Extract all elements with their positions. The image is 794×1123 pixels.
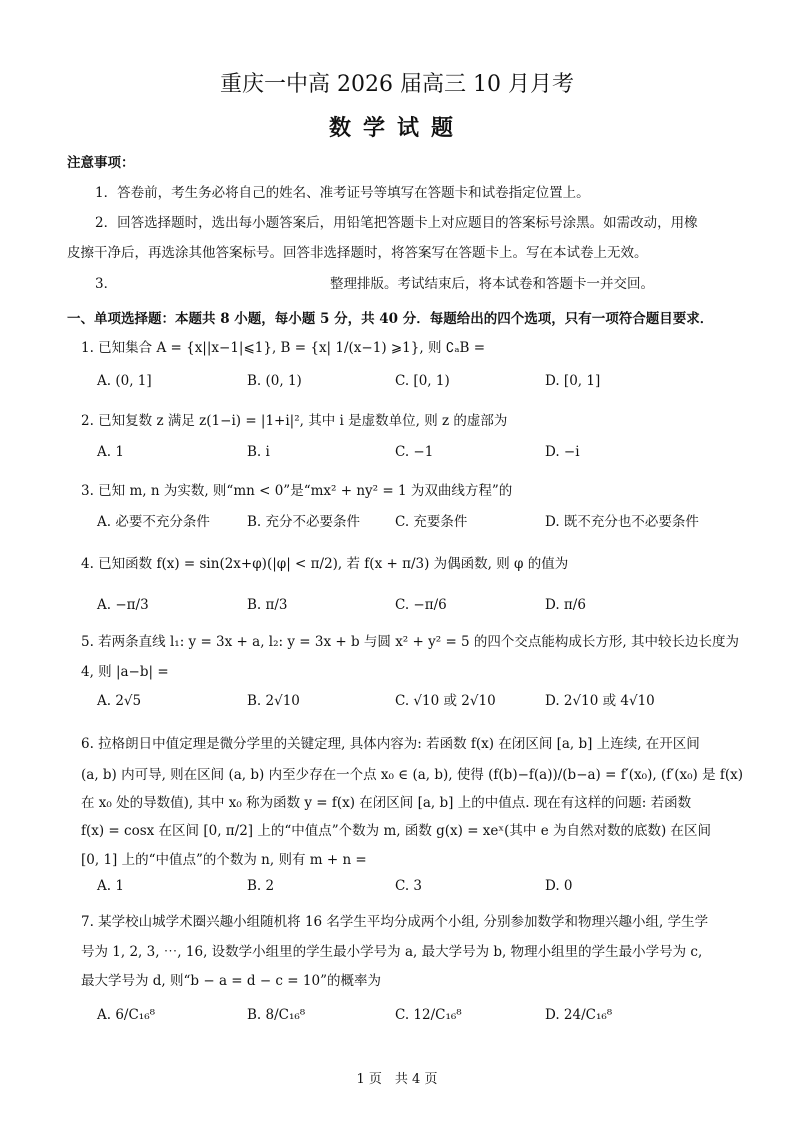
notice-item-1: 1．答卷前，考生务必将自己的姓名、准考证号等填写在答题卡和试卷指定位置上。 xyxy=(95,185,590,201)
question-5-stem-line-2: 4, 则 |a−b| = xyxy=(81,664,169,680)
question-1-option-b: B. (0, 1) xyxy=(247,373,302,389)
question-6-option-a: A. 1 xyxy=(97,878,124,894)
question-6-stem-line-4: f(x) = cosx 在区间 [0, π/2] 上的“中值点”个数为 m, 函数 g(x) = xeˣ(其中 e 为自然对数的底数) 在区间 xyxy=(81,823,712,839)
question-6-stem-line-2: (a, b) 内可导, 则在区间 (a, b) 内至少存在一个点 x₀ ∈ (a, b), 使得 (f(b)−f(a))/(b−a) = f′(x₀), (f′(x₀) 是 f(x) xyxy=(81,767,744,783)
question-7-option-a: A. 6/C₁₆⁸ xyxy=(97,1007,156,1023)
question-7-option-b: B. 8/C₁₆⁸ xyxy=(247,1007,306,1023)
question-4-option-c: C. −π/6 xyxy=(395,597,447,613)
question-2-stem: 2. 已知复数 z 满足 z(1−i) = |1+i|², 其中 i 是虚数单位, 则 z 的虚部为 xyxy=(81,413,508,429)
question-6-stem-line-3: 在 x₀ 处的导数值), 其中 x₀ 称为函数 y = f(x) 在闭区间 [a, b] 上的中值点. 现在有这样的问题: 若函数 xyxy=(81,795,692,811)
question-1-option-c: C. [0, 1) xyxy=(395,373,450,389)
exam-subtitle: 数学试题 xyxy=(328,115,465,141)
question-6-stem-line-1: 6. 拉格朗日中值定理是微分学里的关键定理, 具体内容为: 若函数 f(x) 在闭区间 [a, b] 上连续, 在开区间 xyxy=(81,736,700,752)
question-6-stem-line-5: [0, 1] 上的“中值点”的个数为 n, 则有 m + n = xyxy=(81,852,367,868)
question-4-option-d: D. π/6 xyxy=(545,597,586,613)
question-4-option-a: A. −π/3 xyxy=(97,597,149,613)
question-7-option-d: D. 24/C₁₆⁸ xyxy=(545,1007,613,1023)
question-6-option-b: B. 2 xyxy=(247,878,275,894)
notice-item-2-line-2: 皮擦干净后，再选涂其他答案标号。回答非选择题时，将答案写在答题卡上。写在本试卷上无效。 xyxy=(67,245,648,261)
question-1-stem: 1. 已知集合 A = {x||x−1|⩽1}, B = {x| 1/(x−1) ⩾1}, 则 ∁ₐB = xyxy=(81,340,486,356)
question-5-option-c: C. √10 或 2√10 xyxy=(395,693,496,709)
question-5-option-a: A. 2√5 xyxy=(97,693,142,709)
question-1-option-d: D. [0, 1] xyxy=(545,373,601,389)
question-7-stem-line-2: 号为 1, 2, 3, ⋯, 16, 设数学小组里的学生最小学号为 a, 最大学号为 b, 物理小组里的学生最小学号为 c, xyxy=(81,944,703,960)
notice-item-3-text: 整理排版。考试结束后，将本试卷和答题卡一并交回。 xyxy=(330,276,654,292)
question-6-option-c: C. 3 xyxy=(395,878,423,894)
question-2-option-a: A. 1 xyxy=(97,444,124,460)
notice-item-2-line-1: 2．回答选择题时，选出每小题答案后，用铅笔把答题卡上对应题目的答案标号涂黑。如需改动，用橡 xyxy=(95,215,698,231)
question-7-option-c: C. 12/C₁₆⁸ xyxy=(395,1007,462,1023)
question-5-option-d: D. 2√10 或 4√10 xyxy=(545,693,655,709)
question-2-option-c: C. −1 xyxy=(395,444,434,460)
question-5-stem-line-1: 5. 若两条直线 l₁: y = 3x + a, l₂: y = 3x + b 与圆 x² + y² = 5 的四个交点能构成长方形, 其中较长边长度为 xyxy=(81,634,740,650)
exam-title: 重庆一中高 2026 届高三 10 月月考 xyxy=(220,72,574,97)
notice-heading: 注意事项： xyxy=(67,155,135,171)
question-7-stem-line-1: 7. 某学校山城学术圈兴趣小组随机将 16 名学生平均分成两个小组, 分别参加数学和物理兴趣小组, 学生学 xyxy=(81,914,709,930)
question-3-option-c: C. 充要条件 xyxy=(395,514,468,530)
question-5-option-b: B. 2√10 xyxy=(247,693,300,709)
question-4-option-b: B. π/3 xyxy=(247,597,288,613)
question-3-stem: 3. 已知 m, n 为实数, 则“mn < 0”是“mx² + ny² = 1 为双曲线方程”的 xyxy=(81,483,513,499)
question-4-stem: 4. 已知函数 f(x) = sin(2x+φ)(|φ| < π/2), 若 f(x + π/3) 为偶函数, 则 φ 的值为 xyxy=(81,556,569,572)
question-3-option-d: D. 既不充分也不必要条件 xyxy=(545,514,699,530)
question-3-option-a: A. 必要不充分条件 xyxy=(97,514,210,530)
notice-item-3-number: 3． xyxy=(95,276,118,292)
question-2-option-b: B. i xyxy=(247,444,270,460)
question-2-option-d: D. −i xyxy=(545,444,580,460)
section-1-heading: 一、单项选择题：本题共 8 小题，每小题 5 分，共 40 分．每题给出的四个选项，只有一项符合题目要求． xyxy=(67,311,714,327)
question-6-option-d: D. 0 xyxy=(545,878,573,894)
question-1-option-a: A. (0, 1] xyxy=(97,373,152,389)
question-3-option-b: B. 充分不必要条件 xyxy=(247,514,361,530)
page-number: 1 页 共 4 页 xyxy=(356,1072,438,1087)
question-7-stem-line-3: 最大学号为 d, 则“b − a = d − c = 10”的概率为 xyxy=(81,973,381,989)
